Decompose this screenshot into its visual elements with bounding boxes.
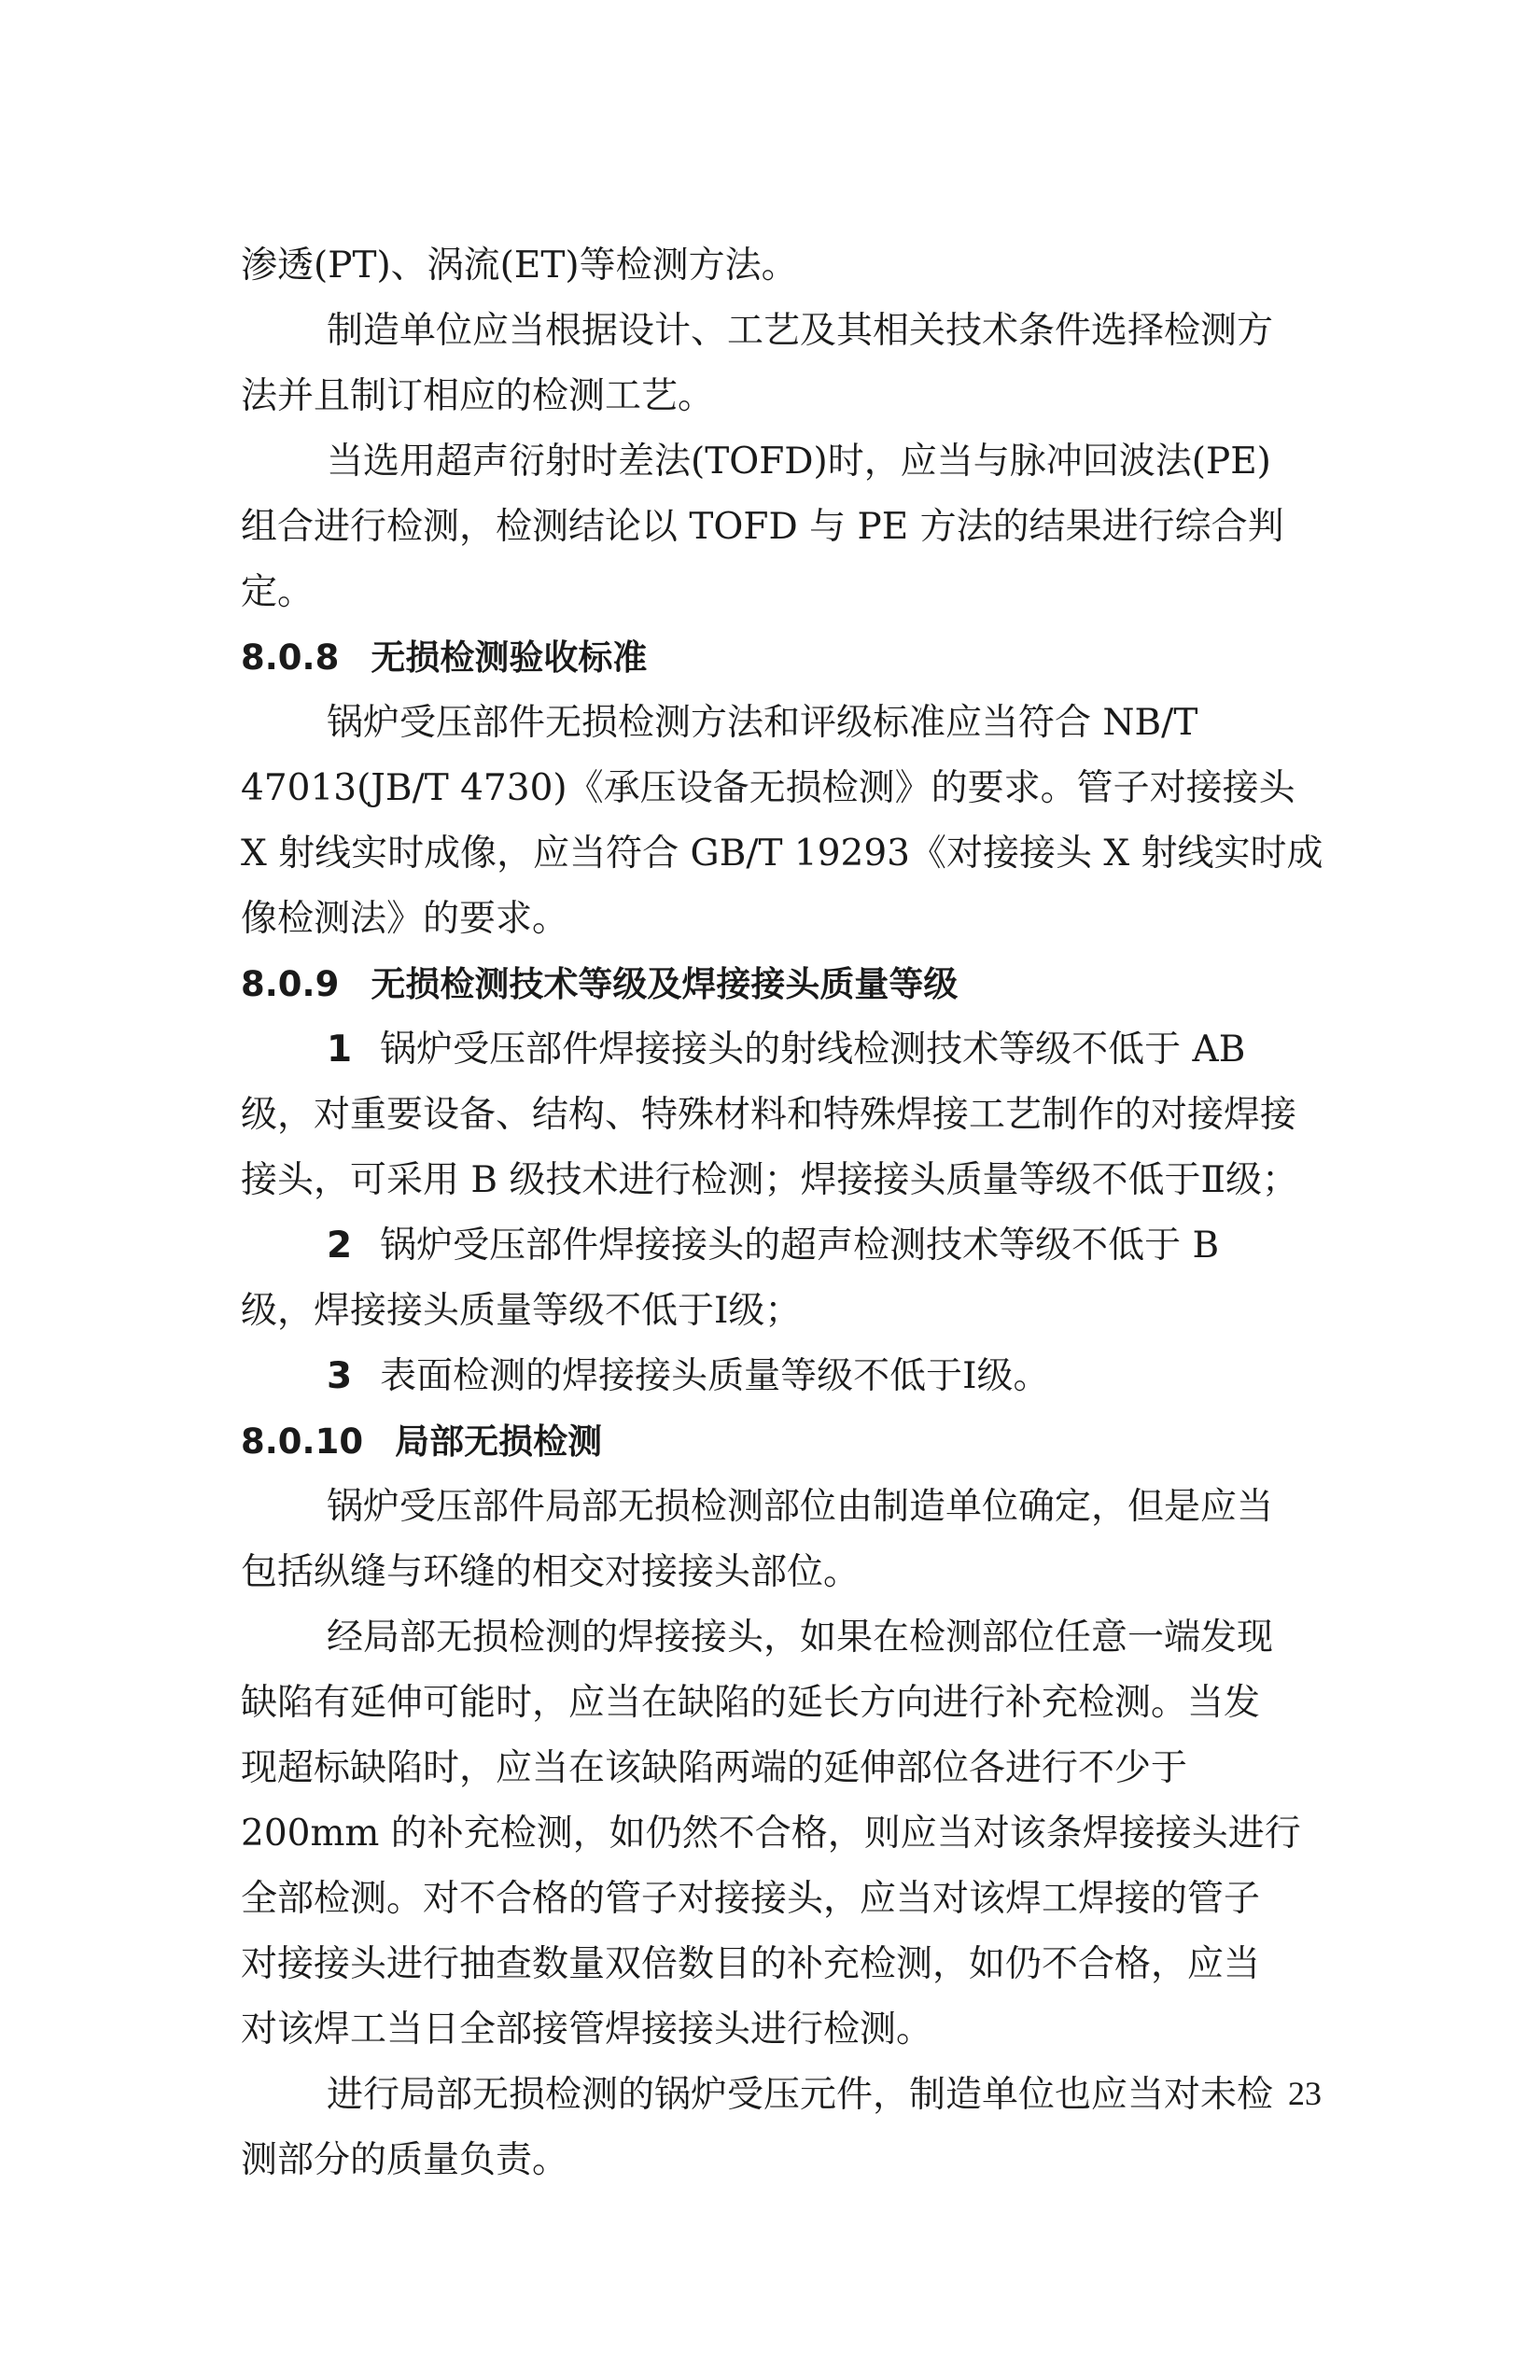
text-line: 测部分的质量负责。 (241, 2139, 569, 2181)
text-line: 经局部无损检测的焊接接头，如果在检测部位任意一端发现 (327, 1617, 1274, 1659)
text-line: 像检测法》的要求。 (241, 898, 569, 940)
list-item-number: 3 (327, 1355, 353, 1397)
page-body (241, 233, 1361, 2193)
section-number: 8.0.8 (241, 637, 340, 678)
section-heading-8-0-9 (241, 952, 1361, 1017)
text-line: 全部检测。对不合格的管子对接接头，应当对该焊工焊接的管子 (241, 1878, 1261, 1920)
list-item-text: 表面检测的焊接接头质量等级不低于Ⅰ级。 (380, 1355, 1050, 1397)
text-line: 锅炉受压部件无损检测方法和评级标准应当符合 NB/T (327, 702, 1198, 744)
list-item-number: 1 (327, 1029, 353, 1071)
section-title: 无损检测技术等级及焊接接头质量等级 (371, 964, 959, 1004)
section-heading-8-0-10 (241, 1409, 1361, 1475)
list-item-text: 锅炉受压部件焊接接头的射线检测技术等级不低于 AB (380, 1029, 1246, 1071)
page-number: 23 (1288, 2075, 1322, 2112)
list-item-text: 锅炉受压部件焊接接头的超声检测技术等级不低于 B (380, 1225, 1220, 1267)
text-line: 对接接头进行抽查数量双倍数目的补充检测，如仍不合格，应当 (241, 1943, 1261, 1985)
text-line: X 射线实时成像，应当符合 GB/T 19293《对接接头 X 射线实时成 (241, 833, 1323, 875)
text-line: 组合进行检测，检测结论以 TOFD 与 PE 方法的结果进行综合判 (241, 506, 1284, 548)
text-line: 制造单位应当根据设计、工艺及其相关技术条件选择检测方 (327, 310, 1274, 352)
text-line: 当选用超声衍射时差法(TOFD)时，应当与脉冲回波法(PE) (327, 441, 1271, 483)
text-line: 级，焊接接头质量等级不低于Ⅰ级； (241, 1290, 802, 1332)
text-line: 进行局部无损检测的锅炉受压元件，制造单位也应当对未检 (327, 2074, 1274, 2116)
text-line: 包括纵缝与环缝的相交对接接头部位。 (241, 1551, 861, 1593)
list-item-number: 2 (327, 1225, 353, 1267)
section-heading-8-0-8 (241, 625, 1361, 691)
text-line: 200mm 的补充检测，如仍然不合格，则应当对该条焊接接头进行 (241, 1813, 1301, 1855)
text-line: 接头，可采用 B 级技术进行检测；焊接接头质量等级不低于Ⅱ级； (241, 1159, 1298, 1201)
text-line: 缺陷有延伸可能时，应当在缺陷的延长方向进行补充检测。当发 (241, 1682, 1261, 1724)
text-line: 渗透(PT)、涡流(ET)等检测方法。 (241, 245, 798, 287)
text-line: 47013(JB/T 4730)《承压设备无损检测》的要求。管子对接接头 (241, 767, 1295, 809)
text-line: 锅炉受压部件局部无损检测部位由制造单位确定，但是应当 (327, 1486, 1274, 1528)
text-line: 级，对重要设备、结构、特殊材料和特殊焊接工艺制作的对接焊接 (241, 1094, 1297, 1136)
text-line: 现超标缺陷时，应当在该缺陷两端的延伸部位各进行不少于 (241, 1747, 1188, 1789)
list-item-1 (241, 1017, 1361, 1083)
section-number: 8.0.9 (241, 964, 340, 1004)
text-line: 定。 (241, 571, 315, 613)
text-line: 对该焊工当日全部接管焊接接头进行检测。 (241, 2009, 933, 2051)
section-title: 局部无损检测 (395, 1421, 603, 1462)
section-number: 8.0.10 (241, 1421, 364, 1462)
list-item-2 (241, 1213, 1361, 1279)
section-title: 无损检测验收标准 (371, 637, 648, 678)
list-item-3 (241, 1344, 1361, 1409)
text-line: 法并且制订相应的检测工艺。 (241, 375, 715, 417)
